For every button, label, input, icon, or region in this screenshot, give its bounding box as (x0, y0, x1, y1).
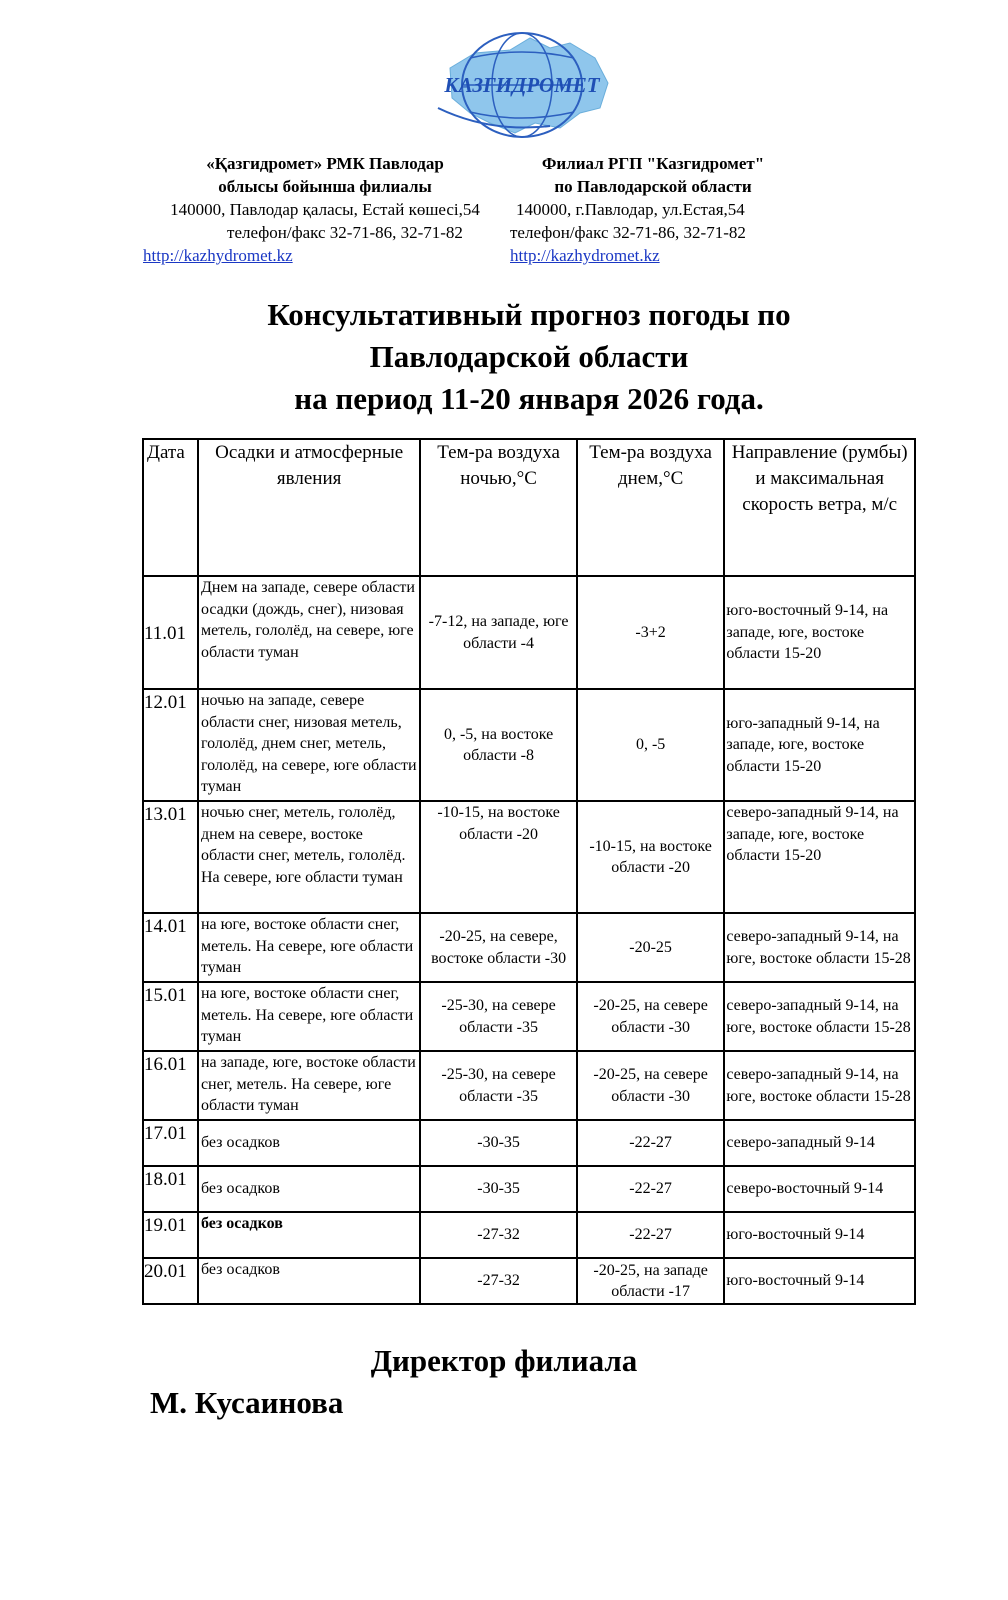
row-wind: северо-восточный 9-14 (724, 1166, 915, 1212)
row-night: -30-35 (420, 1166, 577, 1212)
table-row (143, 1166, 915, 1212)
row-night: -10-15, на востоке области -20 (420, 801, 577, 913)
row-night: -30-35 (420, 1120, 577, 1166)
forecast-table (142, 438, 916, 1305)
kazhydromet-logo (430, 28, 615, 143)
table-row (143, 1120, 915, 1166)
header-wind: Направление (румбы) и максимальная скорость ветра, м/с (724, 439, 915, 576)
title-line3: на период 11-20 января 2026 года. (294, 381, 764, 416)
row-wind: юго-восточный 9-14, на западе, юге, востоке области 15-20 (724, 576, 915, 689)
table-row (143, 1051, 915, 1120)
signature-title: Директор филиала (370, 1343, 638, 1378)
row-precip: ночью снег, метель, гололёд, днем на севере, востоке области снег, метель, гололёд. На севере, юге области туман (198, 801, 420, 913)
row-day: -22-27 (577, 1212, 725, 1258)
table-row (143, 1258, 915, 1304)
row-night: -7-12, на западе, юге области -4 (420, 576, 577, 689)
row-precip: на юге, востоке области снег, метель. На севере, юге области туман (198, 913, 420, 982)
row-day: -20-25, на севере области -30 (577, 1051, 725, 1120)
row-day: -22-27 (577, 1120, 725, 1166)
table-row (143, 801, 915, 913)
table-row (143, 689, 915, 801)
row-precip: без осадков (198, 1258, 420, 1304)
row-day: -3+2 (577, 576, 725, 689)
header-day-temp: Тем-ра воздуха днем,°С (577, 439, 725, 576)
row-day: 0, -5 (577, 689, 725, 801)
row-date: 18.01 (143, 1166, 198, 1212)
row-day: -20-25 (577, 913, 725, 982)
row-day: -22-27 (577, 1166, 725, 1212)
table-row (143, 576, 915, 689)
table-row (143, 1212, 915, 1258)
table-row (143, 913, 915, 982)
signature-name: М. Кусаинова (150, 1385, 344, 1420)
row-night: 0, -5, на востоке области -8 (420, 689, 577, 801)
row-wind: северо-западный 9-14 (724, 1120, 915, 1166)
row-date: 15.01 (143, 982, 198, 1051)
row-wind: юго-западный 9-14, на западе, юге, востоке области 15-20 (724, 689, 915, 801)
header-precip: Осадки и атмосферные явления (198, 439, 420, 576)
row-date: 13.01 (143, 801, 198, 913)
header-left-link[interactable]: http://kazhydromet.kz (143, 246, 293, 265)
row-precip: Днем на западе, севере области осадки (дождь, снег), низовая метель, гололёд, на севере, юге области туман (198, 576, 420, 689)
header-left-line2: облысы бойынша филиалы (218, 177, 432, 196)
row-wind: северо-западный 9-14, на западе, юге, востоке области 15-20 (724, 801, 915, 913)
row-night: -27-32 (420, 1212, 577, 1258)
row-wind: юго-восточный 9-14 (724, 1212, 915, 1258)
row-date: 17.01 (143, 1120, 198, 1166)
header-russian (508, 152, 798, 267)
row-night: -20-25, на севере, востоке области -30 (420, 913, 577, 982)
row-date: 14.01 (143, 913, 198, 982)
header-right-link[interactable]: http://kazhydromet.kz (510, 246, 660, 265)
header-left-line1: «Қазгидромет» РМК Павлодар (206, 154, 444, 173)
title-line2: Павлодарской области (369, 339, 689, 374)
row-date: 11.01 (143, 576, 198, 689)
header-kazakh (140, 152, 510, 267)
table-header-row (143, 439, 915, 576)
row-date: 12.01 (143, 689, 198, 801)
row-wind: северо-западный 9-14, на юге, востоке области 15-28 (724, 982, 915, 1051)
row-precip: без осадков (198, 1120, 420, 1166)
row-wind: северо-западный 9-14, на юге, востоке области 15-28 (724, 1051, 915, 1120)
header-date: Дата (143, 439, 198, 576)
header-right-line1: Филиал РГП "Казгидромет" (541, 154, 765, 173)
row-date: 16.01 (143, 1051, 198, 1120)
row-night: -25-30, на севере области -35 (420, 1051, 577, 1120)
row-day: -20-25, на западе области -17 (577, 1258, 725, 1304)
header-left-address: 140000, Павлодар қаласы, Естай көшесі,54 (170, 200, 480, 219)
header-right-line2: по Павлодарской области (554, 177, 752, 196)
row-day: -20-25, на севере области -30 (577, 982, 725, 1051)
row-precip: на западе, юге, востоке области снег, метель. На севере, юге области туман (198, 1051, 420, 1120)
row-precip: на юге, востоке области снег, метель. На севере, юге области туман (198, 982, 420, 1051)
header-right-phone: телефон/факс 32-71-86, 32-71-82 (510, 223, 746, 242)
header-night-temp: Тем-ра воздуха ночью,°С (420, 439, 577, 576)
row-wind: юго-восточный 9-14 (724, 1258, 915, 1304)
row-precip: ночью на западе, севере области снег, низовая метель, гололёд, днем снег, метель, гололёд, на севере, юге области туман (198, 689, 420, 801)
row-day: -10-15, на востоке области -20 (577, 801, 725, 913)
header-right-address: 140000, г.Павлодар, ул.Естая,54 (516, 200, 745, 219)
logo-text: КАЗГИДРОМЕТ (444, 73, 600, 97)
row-precip: без осадков (198, 1166, 420, 1212)
row-night: -25-30, на севере области -35 (420, 982, 577, 1051)
row-date: 20.01 (143, 1258, 198, 1304)
row-precip: без осадков (198, 1212, 420, 1258)
row-night: -27-32 (420, 1258, 577, 1304)
row-date: 19.01 (143, 1212, 198, 1258)
table-row (143, 982, 915, 1051)
header-left-phone: телефон/факс 32-71-86, 32-71-82 (227, 223, 463, 242)
page-title (0, 294, 1008, 420)
title-line1: Консультативный прогноз погоды по (267, 297, 791, 332)
row-wind: северо-западный 9-14, на юге, востоке области 15-28 (724, 913, 915, 982)
